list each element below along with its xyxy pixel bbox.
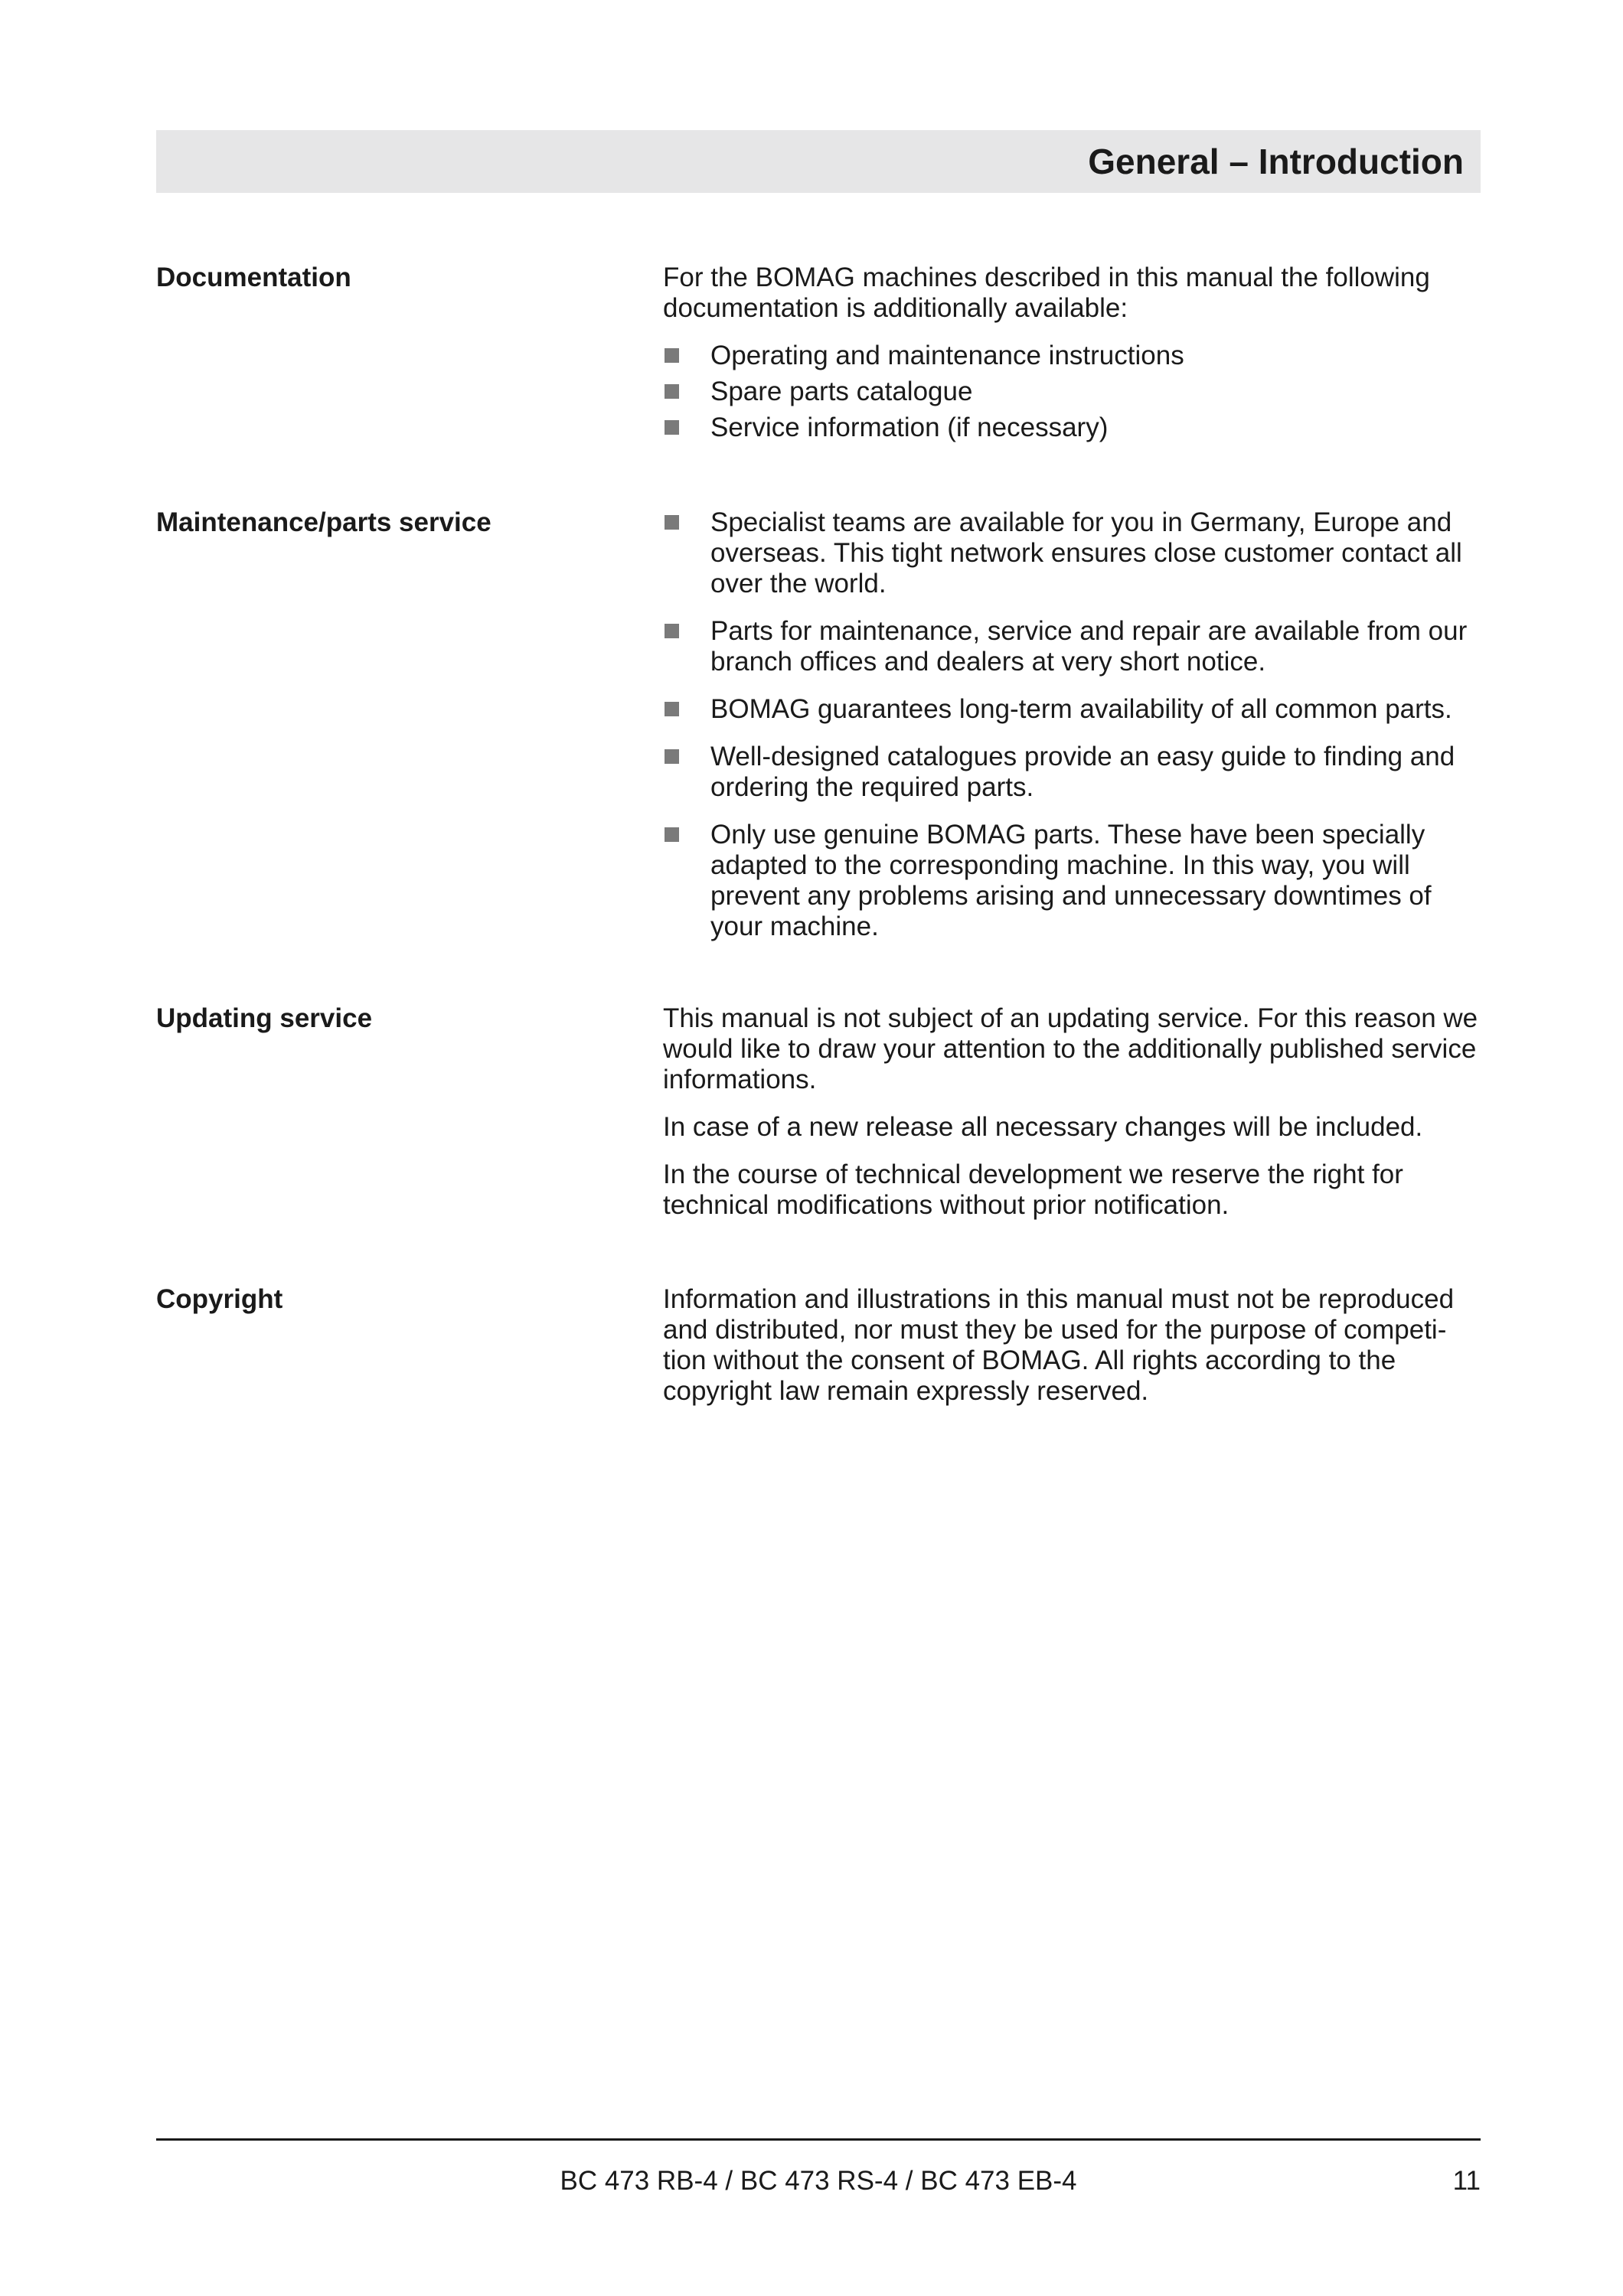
bullet-list [663,341,1486,443]
list-item [663,341,1486,371]
section-label: Updating service [156,1003,373,1033]
square-bullet-icon [665,420,679,435]
square-bullet-icon [665,624,679,638]
list-item [663,742,1486,803]
section-label: Maintenance/parts service [156,507,491,537]
square-bullet-icon [665,702,679,716]
page-title: General – Introduction [1088,142,1464,181]
square-bullet-icon [665,348,679,363]
list-item-text: Operating and maintenance instructions [710,341,1184,370]
paragraph: Information and illustrations in this manual must not be reproduced and distributed, nor must they be used for the purpose of competi-tion without the consent of BOMAG. All rights according to the copyright law remain expressly reserved. [663,1284,1455,1406]
list-item [663,507,1486,599]
list-item-text: Only use genuine BOMAG parts. These have been specially adapted to the corresponding machine. In this way, you will prevent any problems arising and unnecessary downtimes of your machine. [710,820,1432,941]
bullet-list [663,507,1486,942]
list-item [663,616,1486,677]
square-bullet-icon [665,515,679,530]
square-bullet-icon [665,827,679,842]
section-label: Copyright [156,1284,283,1314]
paragraph: In the course of technical development we reserve the right for technical modifications without prior notification. [663,1159,1403,1220]
footer-models: BC 473 RB-4 / BC 473 RS-4 / BC 473 EB-4 [560,2166,1077,2196]
list-item-text: Specialist teams are available for you in Germany, Europe and overseas. This tight network ensures close customer contact all over the world. [710,507,1462,598]
header-bar [156,130,1481,193]
footer-divider [156,2138,1481,2141]
list-item [663,413,1486,443]
list-item-text: Well-designed catalogues provide an easy guide to finding and ordering the required parts. [710,742,1455,802]
list-item-text: BOMAG guarantees long-term availability of all common parts. [710,694,1452,724]
list-item-text: Parts for maintenance, service and repair are available from our branch offices and dealers at very short notice. [710,616,1468,677]
section-body [663,507,1486,959]
section-intro: For the BOMAG machines described in this manual the following documentation is additionally available: [663,263,1430,323]
section-body [663,1284,1486,1424]
square-bullet-icon [665,384,679,399]
paragraph: In case of a new release all necessary changes will be included. [663,1112,1423,1142]
list-item [663,377,1486,407]
list-item [663,820,1486,942]
page-number: 11 [1452,2166,1481,2196]
list-item-text: Service information (if necessary) [710,413,1109,442]
section-body [663,263,1486,448]
list-item [663,694,1486,725]
section-label: Documentation [156,263,351,292]
list-item-text: Spare parts catalogue [710,377,973,406]
square-bullet-icon [665,749,679,764]
paragraph: This manual is not subject of an updating service. For this reason we would like to draw your attention to the additionally published service informations. [663,1003,1478,1094]
section-body [663,1003,1486,1238]
